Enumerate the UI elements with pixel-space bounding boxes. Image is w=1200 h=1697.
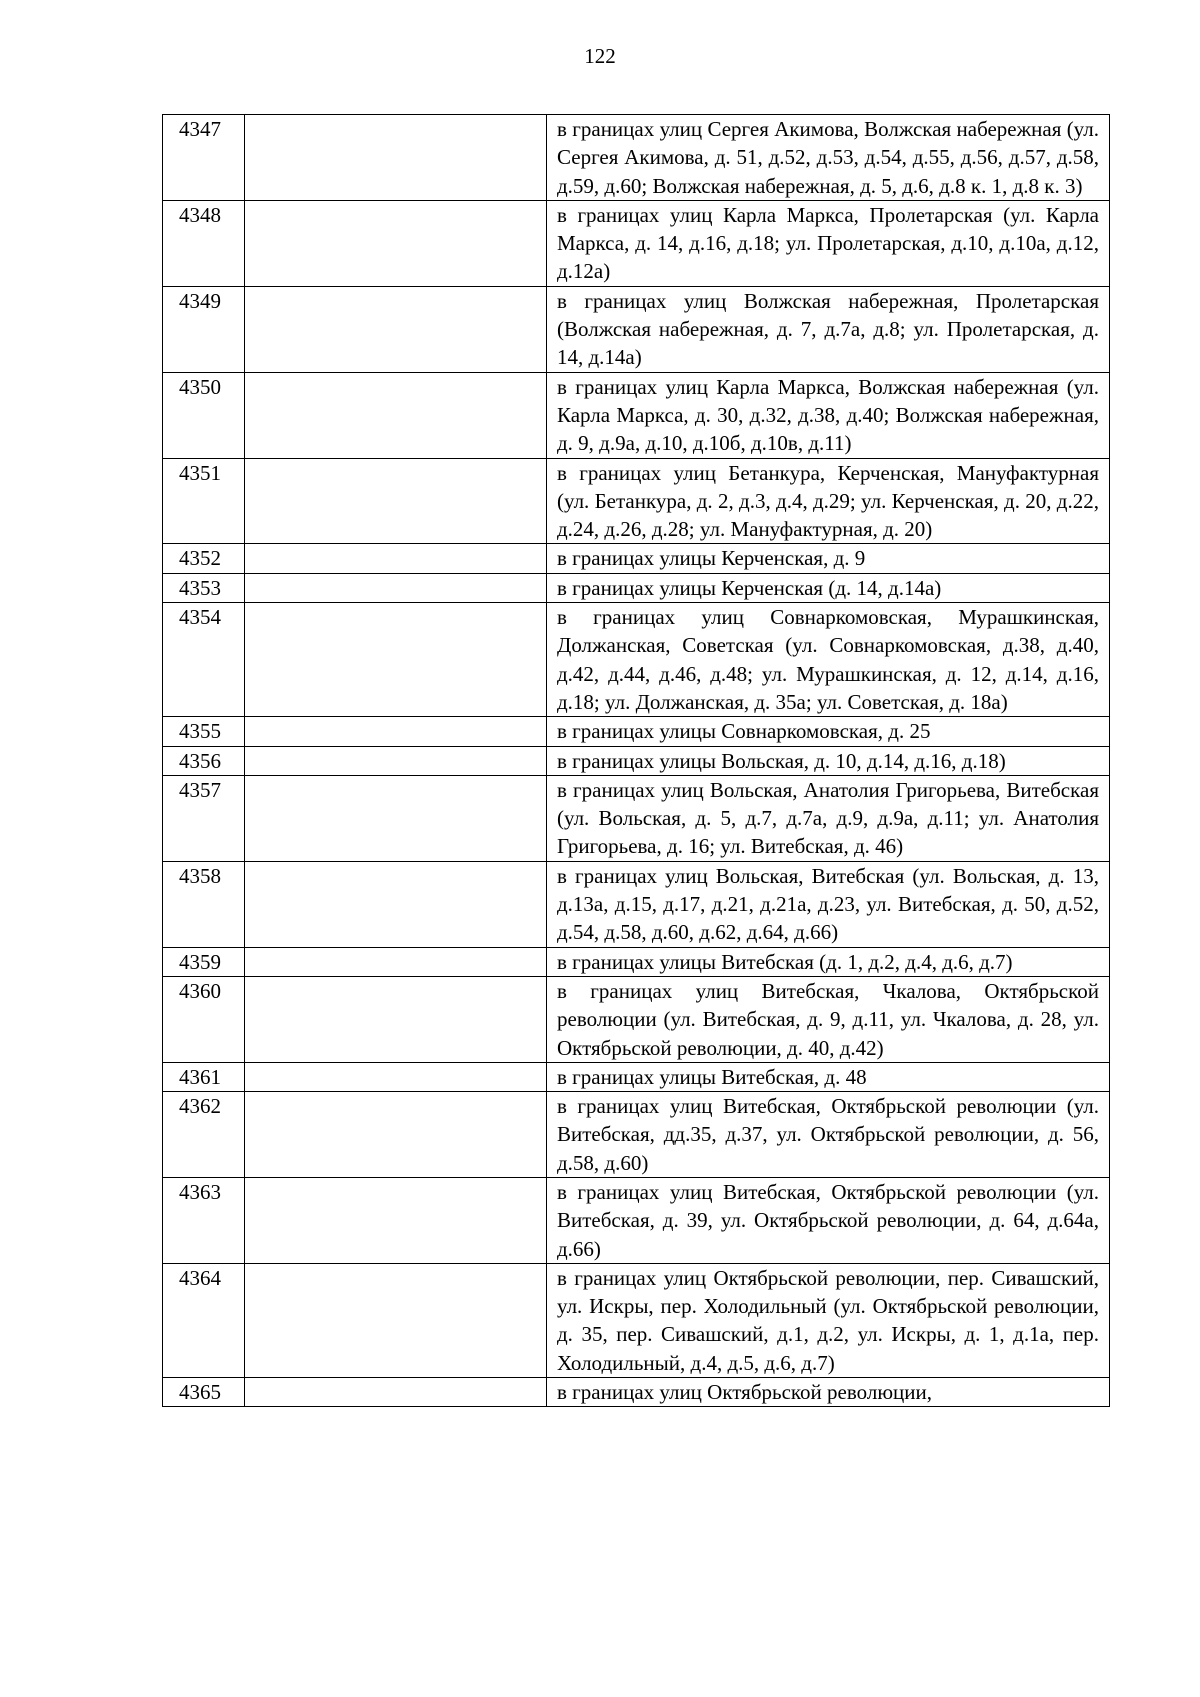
boundary-description: в границах улицы Керченская (д. 14, д.14а) <box>547 573 1110 602</box>
empty-cell <box>245 200 547 286</box>
row-number: 4350 <box>163 372 245 458</box>
empty-cell <box>245 947 547 976</box>
boundary-description: в границах улиц Витебская, Октябрьской революции (ул. Витебская, дд.35, д.37, ул. Октябрьской революции, д. 56, д.58, д.60) <box>547 1092 1110 1178</box>
row-number: 4356 <box>163 746 245 775</box>
page-number: 122 <box>584 44 616 68</box>
boundary-description: в границах улиц Октябрьской революции, пер. Сивашский, ул. Искры, пер. Холодильный (ул. Октябрьской революции, д. 35, пер. Сивашский, д.1, д.2, ул. Искры, д. 1, д.1а, пер. Холодильный, д.4, д.5, д.6, д.7) <box>547 1263 1110 1377</box>
row-number: 4353 <box>163 573 245 602</box>
boundary-description: в границах улицы Витебская (д. 1, д.2, д.4, д.6, д.7) <box>547 947 1110 976</box>
row-number: 4354 <box>163 603 245 717</box>
table-row <box>163 544 1110 573</box>
table-row <box>163 1263 1110 1377</box>
table-row <box>163 861 1110 947</box>
table-row <box>163 1092 1110 1178</box>
boundary-description: в границах улиц Карла Маркса, Пролетарская (ул. Карла Маркса, д. 14, д.16, д.18; ул. Пролетарская, д.10, д.10а, д.12, д.12а) <box>547 200 1110 286</box>
row-number: 4363 <box>163 1177 245 1263</box>
empty-cell <box>245 1092 547 1178</box>
boundary-description: в границах улиц Витебская, Чкалова, Октябрьской революции (ул. Витебская, д. 9, д.11, ул. Чкалова, д. 28, ул. Октябрьской революции, д. 40, д.42) <box>547 976 1110 1062</box>
empty-cell <box>245 603 547 717</box>
table-row <box>163 1177 1110 1263</box>
row-number: 4357 <box>163 775 245 861</box>
row-number: 4348 <box>163 200 245 286</box>
row-number: 4362 <box>163 1092 245 1178</box>
row-number: 4360 <box>163 976 245 1062</box>
address-table-body <box>163 115 1110 1407</box>
empty-cell <box>245 286 547 372</box>
table-row <box>163 115 1110 201</box>
empty-cell <box>245 1378 547 1407</box>
table-row <box>163 573 1110 602</box>
table-row <box>163 603 1110 717</box>
row-number: 4351 <box>163 458 245 544</box>
boundary-description: в границах улиц Вольская, Витебская (ул. Вольская, д. 13, д.13а, д.15, д.17, д.21, д.21а, д.23, ул. Витебская, д. 50, д.52, д.54, д.58, д.60, д.62, д.64, д.66) <box>547 861 1110 947</box>
empty-cell <box>245 115 547 201</box>
empty-cell <box>245 746 547 775</box>
empty-cell <box>245 717 547 746</box>
empty-cell <box>245 1062 547 1091</box>
empty-cell <box>245 573 547 602</box>
empty-cell <box>245 544 547 573</box>
row-number: 4352 <box>163 544 245 573</box>
table-row <box>163 286 1110 372</box>
table-row <box>163 1062 1110 1091</box>
boundary-description: в границах улиц Сергея Акимова, Волжская набережная (ул. Сергея Акимова, д. 51, д.52, д.53, д.54, д.55, д.56, д.57, д.58, д.59, д.60; Волжская набережная, д. 5, д.6, д.8 к. 1, д.8 к. 3) <box>547 115 1110 201</box>
row-number: 4365 <box>163 1378 245 1407</box>
boundary-description: в границах улицы Вольская, д. 10, д.14, д.16, д.18) <box>547 746 1110 775</box>
row-number: 4359 <box>163 947 245 976</box>
empty-cell <box>245 458 547 544</box>
boundary-description: в границах улицы Совнаркомовская, д. 25 <box>547 717 1110 746</box>
boundary-description: в границах улиц Карла Маркса, Волжская набережная (ул. Карла Маркса, д. 30, д.32, д.38, д.40; Волжская набережная, д. 9, д.9а, д.10, д.10б, д.10в, д.11) <box>547 372 1110 458</box>
row-number: 4347 <box>163 115 245 201</box>
table-row <box>163 717 1110 746</box>
boundary-description: в границах улиц Витебская, Октябрьской революции (ул. Витебская, д. 39, ул. Октябрьской революции, д. 64, д.64а, д.66) <box>547 1177 1110 1263</box>
table-row <box>163 775 1110 861</box>
boundary-description: в границах улиц Волжская набережная, Пролетарская (Волжская набережная, д. 7, д.7а, д.8; ул. Пролетарская, д. 14, д.14а) <box>547 286 1110 372</box>
empty-cell <box>245 775 547 861</box>
boundary-description: в границах улиц Совнаркомовская, Мурашкинская, Должанская, Советская (ул. Совнаркомовская, д.38, д.40, д.42, д.44, д.46, д.48; ул. Мурашкинская, д. 12, д.14, д.16, д.18; ул. Должанская, д. 35а; ул. Советская, д. 18а) <box>547 603 1110 717</box>
boundary-description: в границах улиц Октябрьской революции, <box>547 1378 1110 1407</box>
row-number: 4364 <box>163 1263 245 1377</box>
table-row <box>163 458 1110 544</box>
boundary-description: в границах улиц Бетанкура, Керченская, Мануфактурная (ул. Бетанкура, д. 2, д.3, д.4, д.29; ул. Керченская, д. 20, д.22, д.24, д.26, д.28; ул. Мануфактурная, д. 20) <box>547 458 1110 544</box>
table-row <box>163 200 1110 286</box>
row-number: 4355 <box>163 717 245 746</box>
table-row <box>163 746 1110 775</box>
address-table <box>162 114 1110 1407</box>
row-number: 4361 <box>163 1062 245 1091</box>
empty-cell <box>245 861 547 947</box>
table-row <box>163 372 1110 458</box>
table-row <box>163 976 1110 1062</box>
row-number: 4349 <box>163 286 245 372</box>
boundary-description: в границах улиц Вольская, Анатолия Григорьева, Витебская (ул. Вольская, д. 5, д.7, д.7а, д.9, д.9а, д.11; ул. Анатолия Григорьева, д. 16; ул. Витебская, д. 46) <box>547 775 1110 861</box>
empty-cell <box>245 1177 547 1263</box>
empty-cell <box>245 1263 547 1377</box>
table-row <box>163 947 1110 976</box>
row-number: 4358 <box>163 861 245 947</box>
boundary-description: в границах улицы Витебская, д. 48 <box>547 1062 1110 1091</box>
empty-cell <box>245 976 547 1062</box>
boundary-description: в границах улицы Керченская, д. 9 <box>547 544 1110 573</box>
empty-cell <box>245 372 547 458</box>
table-row <box>163 1378 1110 1407</box>
